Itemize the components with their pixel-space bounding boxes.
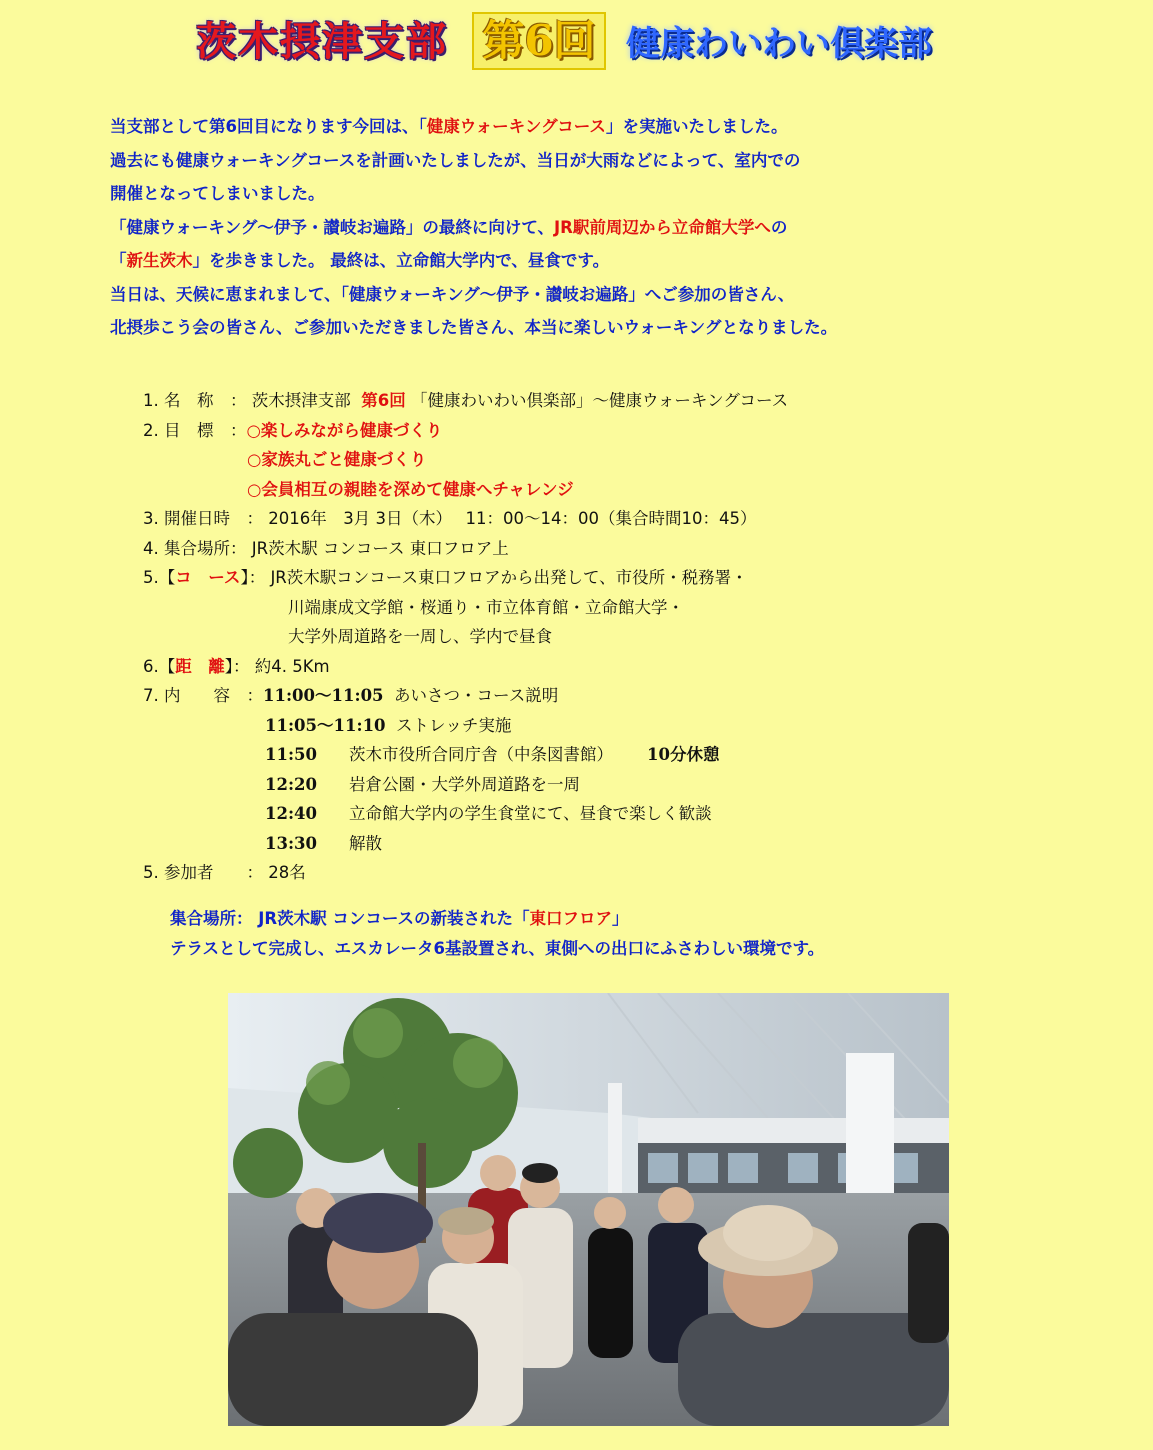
club-title: 健康わいわい倶楽部: [626, 24, 932, 64]
detail-goal-3: ○会員相互の親睦を深めて健康へチャレンジ: [247, 479, 574, 499]
notice-line-2: テラスとして完成し、エスカレータ6基設置され、東側への出口にふさわしい環境です。: [170, 939, 825, 958]
detail-date: 3. 開催日時 ： 2016年 3月 3日（木） 11：00～14：00（集合時間10：45）: [143, 509, 757, 528]
intro-line-5: 「新生茨木」を歩きました。 最終は、立命館大学内で、昼食です。: [110, 251, 610, 270]
intro-line-3: 開催となってしまいました。: [110, 184, 325, 203]
edition-badge: 第6回: [472, 12, 606, 70]
detail-goal-2: ○家族丸ごと健康づくり: [247, 450, 427, 469]
schedule-row: 13:30 解散: [265, 833, 382, 853]
detail-course: 5.【コ ース】： JR茨木駅コンコース東口フロアから出発して、市役所・税務署・: [143, 568, 748, 587]
detail-name: 1. 名 称 ： 茨木摂津支部 第6回 「健康わいわい倶楽部」～健康ウォーキングコース: [143, 391, 789, 410]
branch-title: 茨木摂津支部: [196, 18, 448, 65]
detail-course-2: 川端康成文学館・桜通り・市立体育館・立命館大学・: [288, 597, 684, 617]
schedule-row: 11:50 茨木市役所合同庁舎（中条図書館） 10分休憩: [265, 745, 720, 764]
detail-distance: 6.【距 離】： 約4. 5Km: [143, 656, 330, 676]
title-banner: [0, 8, 1153, 72]
intro-text: [110, 110, 1110, 345]
photo-illustration: [228, 993, 949, 1426]
intro-line-2: 過去にも健康ウォーキングコースを計画いたしましたが、当日が大雨などによって、室内での: [110, 150, 801, 170]
schedule-row: 12:20 岩倉公園・大学外周道路を一周: [265, 774, 580, 794]
detail-place: 4. 集合場所： JR茨木駅 コンコース 東口フロア上: [143, 538, 509, 558]
group-photo: [228, 993, 949, 1426]
intro-line-1: 当支部として第6回目になります今回は、「健康ウォーキングコース」を実施いたしました。: [110, 117, 788, 136]
detail-goal: 2. 目 標 ：○楽しみながら健康づくり: [143, 420, 443, 440]
event-details: [143, 386, 1103, 888]
intro-line-4: 「健康ウォーキング～伊予・讃岐お遍路」の最終に向けて、JR駅前周辺から立命館大学への: [110, 217, 788, 237]
intro-line-6: 当日は、天候に恵まれまして、「健康ウォーキング～伊予・讃岐お遍路」へご参加の皆さん、: [110, 284, 795, 304]
detail-participants: 5. 参加者 ： 28名: [143, 863, 306, 882]
detail-content: 7. 内 容 ：11:00～11:05 あいさつ・コース説明: [143, 686, 559, 705]
meeting-place-notice: [170, 904, 1070, 964]
detail-course-3: 大学外周道路を一周し、学内で昼食: [288, 627, 552, 646]
intro-line-7: 北摂歩こう会の皆さん、ご参加いただきました皆さん、本当に楽しいウォーキングとなりました。: [110, 318, 838, 337]
schedule-row: 11:05～11:10 ストレッチ実施: [265, 715, 512, 735]
notice-line-1: 集合場所： JR茨木駅 コンコースの新装された「東口フロア」: [170, 909, 629, 928]
schedule-row: 12:40 立命館大学内の学生食堂にて、昼食で楽しく歓談: [265, 804, 712, 823]
